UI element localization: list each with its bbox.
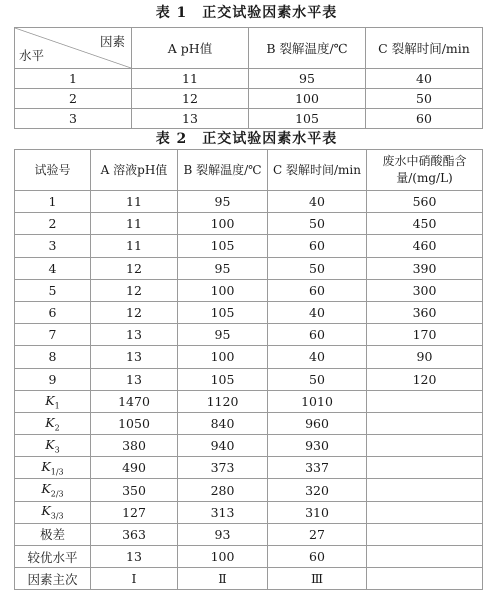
table-cell: 95	[249, 69, 366, 89]
table1-title: 表 1 正交试验因素水平表	[155, 5, 338, 21]
stat-symbol: K	[41, 503, 51, 519]
table-row	[15, 346, 483, 368]
table-cell: 100	[249, 89, 366, 109]
table-cell: 11	[132, 69, 249, 89]
table-cell: 40	[366, 69, 483, 89]
table-row	[15, 69, 483, 89]
column-header: 试验号	[15, 150, 91, 191]
stat-symbol: K	[45, 414, 55, 430]
stat-subscript: 2/3	[50, 489, 64, 499]
table-cell: 280	[178, 479, 268, 501]
table-cell: 1	[15, 69, 132, 89]
table-cell	[367, 523, 483, 545]
table-cell: 27	[268, 523, 367, 545]
table-cell: 120	[367, 368, 483, 390]
table-cell: 60	[268, 546, 367, 568]
table-cell: 11	[91, 191, 178, 213]
table-cell: 380	[91, 435, 178, 457]
stat-row	[15, 390, 483, 412]
stat-subscript: 3/3	[50, 511, 64, 521]
table-cell: 11	[91, 235, 178, 257]
table-cell	[367, 412, 483, 434]
table-cell: Ⅰ	[91, 568, 178, 590]
table-cell: 13	[91, 324, 178, 346]
table-cell: 1120	[178, 390, 268, 412]
stat-symbol: K	[45, 436, 55, 452]
table-cell: 12	[91, 301, 178, 323]
column-header: A 溶液pH值	[91, 150, 178, 191]
table-cell: 5	[15, 279, 91, 301]
table-cell: 100	[178, 346, 268, 368]
corner-header-cell	[15, 28, 132, 69]
table-cell: 170	[367, 324, 483, 346]
table-cell: 13	[91, 346, 178, 368]
table-cell: 4	[15, 257, 91, 279]
stat-row	[15, 435, 483, 457]
table-cell: 1010	[268, 390, 367, 412]
table-cell: 310	[268, 501, 367, 523]
table-cell: 1470	[91, 390, 178, 412]
summary-row	[15, 568, 483, 590]
stat-label	[15, 412, 91, 434]
table-cell: 930	[268, 435, 367, 457]
table-row	[15, 257, 483, 279]
table-cell: 105	[249, 109, 366, 129]
corner-level-label: 水平	[19, 48, 45, 63]
factor-level-table	[14, 27, 483, 129]
table2-title: 表 2 正交试验因素水平表	[155, 131, 338, 147]
table-cell: 40	[268, 301, 367, 323]
table-cell: 460	[367, 235, 483, 257]
table-cell: 313	[178, 501, 268, 523]
table-cell: 50	[268, 368, 367, 390]
table-row	[15, 213, 483, 235]
orthogonal-test-table	[14, 149, 483, 590]
table-cell: 90	[367, 346, 483, 368]
corner-factor-label: 因素	[99, 34, 125, 49]
table-cell: 337	[268, 457, 367, 479]
table-cell: 390	[367, 257, 483, 279]
stat-symbol: K	[45, 392, 55, 408]
summary-row	[15, 523, 483, 545]
table-cell: 60	[366, 109, 483, 129]
table-cell: 50	[268, 257, 367, 279]
column-header: C 裂解时间/min	[366, 28, 483, 69]
table-cell: 50	[366, 89, 483, 109]
table-row	[15, 89, 483, 109]
table-cell: 93	[178, 523, 268, 545]
stat-subscript: 1	[54, 401, 60, 411]
table-cell	[367, 546, 483, 568]
table-cell: 13	[91, 368, 178, 390]
table-cell: 450	[367, 213, 483, 235]
column-header: B 裂解温度/℃	[178, 150, 268, 191]
stat-label	[15, 435, 91, 457]
table-row	[15, 301, 483, 323]
stat-row	[15, 479, 483, 501]
table-row	[15, 279, 483, 301]
column-header: C 裂解时间/min	[268, 150, 367, 191]
stat-subscript: 1/3	[50, 467, 64, 477]
table-cell: 363	[91, 523, 178, 545]
table-cell: 100	[178, 546, 268, 568]
stat-symbol: K	[41, 459, 51, 475]
table-cell: 12	[91, 257, 178, 279]
table-cell: 960	[268, 412, 367, 434]
column-header: 废水中硝酸酯含量/(mg/L)	[367, 150, 483, 191]
table-cell: 40	[268, 346, 367, 368]
table-cell: 373	[178, 457, 268, 479]
table-cell: 105	[178, 235, 268, 257]
table-cell: 300	[367, 279, 483, 301]
table-cell: 12	[132, 89, 249, 109]
table-cell: 极差	[15, 523, 91, 545]
stat-label	[15, 501, 91, 523]
table-row	[15, 191, 483, 213]
table-cell: 360	[367, 301, 483, 323]
table-cell: 60	[268, 279, 367, 301]
stat-row	[15, 501, 483, 523]
table-cell: Ⅱ	[178, 568, 268, 590]
table-cell: 13	[91, 546, 178, 568]
table-cell	[367, 501, 483, 523]
table-cell: 11	[91, 213, 178, 235]
table-cell: 940	[178, 435, 268, 457]
table-row	[15, 109, 483, 129]
table-cell	[367, 568, 483, 590]
table-cell: 3	[15, 109, 132, 129]
table-cell: 12	[91, 279, 178, 301]
summary-row	[15, 546, 483, 568]
table-cell: 60	[268, 324, 367, 346]
stat-row	[15, 457, 483, 479]
table-cell: 127	[91, 501, 178, 523]
stat-label	[15, 479, 91, 501]
table-cell	[367, 435, 483, 457]
table-cell: 560	[367, 191, 483, 213]
stat-symbol: K	[41, 481, 51, 497]
table-cell: 7	[15, 324, 91, 346]
table-cell: 1050	[91, 412, 178, 434]
table-cell	[367, 457, 483, 479]
stat-label	[15, 457, 91, 479]
table-row	[15, 235, 483, 257]
table-cell: 60	[268, 235, 367, 257]
column-header: B 裂解温度/℃	[249, 28, 366, 69]
column-header: A pH值	[132, 28, 249, 69]
stat-row	[15, 412, 483, 434]
table-cell: 840	[178, 412, 268, 434]
table-cell: 较优水平	[15, 546, 91, 568]
table-cell: 13	[132, 109, 249, 129]
stat-subscript: 3	[54, 445, 60, 455]
table-cell: 105	[178, 368, 268, 390]
table-cell: 490	[91, 457, 178, 479]
table-cell: 1	[15, 191, 91, 213]
table-cell: 8	[15, 346, 91, 368]
table-cell: 105	[178, 301, 268, 323]
table-cell: 6	[15, 301, 91, 323]
table-cell: 350	[91, 479, 178, 501]
table-row	[15, 324, 483, 346]
table-cell: 因素主次	[15, 568, 91, 590]
table-cell: 50	[268, 213, 367, 235]
table-cell: 2	[15, 89, 132, 109]
table-cell: 100	[178, 213, 268, 235]
table-cell: 3	[15, 235, 91, 257]
table-cell	[367, 479, 483, 501]
table-cell: 40	[268, 191, 367, 213]
table-cell: 9	[15, 368, 91, 390]
table-cell: 95	[178, 191, 268, 213]
table-cell: 320	[268, 479, 367, 501]
table-cell: Ⅲ	[268, 568, 367, 590]
table-cell: 100	[178, 279, 268, 301]
table-cell: 95	[178, 257, 268, 279]
table-cell	[367, 390, 483, 412]
table-cell: 95	[178, 324, 268, 346]
table-row	[15, 368, 483, 390]
stat-subscript: 2	[54, 423, 60, 433]
stat-label	[15, 390, 91, 412]
table-cell: 2	[15, 213, 91, 235]
